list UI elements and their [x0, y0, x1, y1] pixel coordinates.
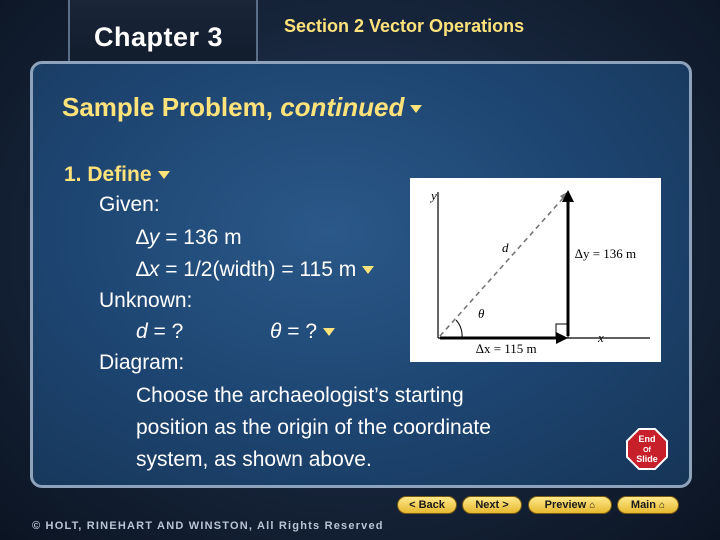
back-button[interactable]: < Back	[397, 496, 457, 514]
vector-diagram-svg	[410, 178, 661, 362]
delta-symbol: ∆	[136, 258, 149, 281]
dy-label: ∆y = 136 m	[575, 246, 637, 261]
preview-label: Preview	[544, 499, 587, 511]
end-of-slide-button[interactable]	[626, 428, 668, 470]
caret-icon[interactable]	[410, 105, 422, 113]
main-label: Main	[630, 499, 656, 511]
unknown-d	[136, 320, 183, 344]
delta-symbol: ∆	[136, 226, 149, 249]
slide-label: Slide	[636, 454, 658, 464]
dx-variable: x	[148, 258, 160, 281]
theta-variable: θ	[270, 320, 282, 343]
body-line-3: system, as shown above.	[136, 448, 372, 471]
diagram-label: Diagram:	[99, 351, 185, 374]
theta-value: = ?	[281, 320, 318, 343]
caret-icon[interactable]	[362, 266, 374, 274]
main-button[interactable]	[617, 496, 679, 514]
home-icon: ⌂	[659, 500, 666, 511]
vector-diagram	[410, 178, 661, 362]
y-axis-label: y	[431, 188, 437, 203]
dx-value: = 1/2(width) = 115 m	[159, 258, 357, 281]
theta-label: θ	[478, 306, 485, 321]
copyright-footer: © HOLT, RINEHART AND WINSTON, All Rights Reserved	[32, 520, 384, 532]
given-label: Given:	[99, 193, 160, 216]
dy-value: = 136 m	[159, 226, 242, 249]
slide-title-main: Sample Problem,	[62, 92, 281, 122]
x-axis-label: x	[598, 330, 604, 345]
stop-sign-icon	[626, 428, 668, 470]
theta-arc	[456, 320, 462, 338]
dx-label: ∆x = 115 m	[476, 341, 537, 356]
caret-icon[interactable]	[323, 328, 335, 336]
slide-title	[62, 92, 422, 123]
next-button[interactable]: Next >	[462, 496, 522, 514]
d-vector-line	[440, 196, 565, 336]
of-label: Of	[643, 447, 651, 454]
end-label: End	[638, 434, 656, 444]
unknown-theta	[270, 320, 335, 344]
body-line-1: Choose the archaeologist’s starting	[136, 384, 464, 407]
define-heading	[64, 163, 170, 187]
slide-title-italic: continued	[280, 92, 405, 122]
given-dx	[136, 258, 374, 282]
unknown-label: Unknown:	[99, 289, 193, 312]
d-value: = ?	[147, 320, 184, 343]
preview-button[interactable]	[528, 496, 612, 514]
define-label: 1. Define	[64, 163, 152, 186]
d-label: d	[502, 240, 509, 255]
dy-variable: y	[148, 226, 160, 249]
chapter-label: Chapter 3	[94, 22, 224, 52]
caret-icon[interactable]	[158, 171, 170, 179]
body-line-2: position as the origin of the coordinate	[136, 416, 491, 439]
d-variable: d	[136, 320, 148, 343]
section-label: Section 2 Vector Operations	[284, 16, 525, 36]
home-icon: ⌂	[589, 500, 596, 511]
given-dy	[136, 226, 242, 250]
